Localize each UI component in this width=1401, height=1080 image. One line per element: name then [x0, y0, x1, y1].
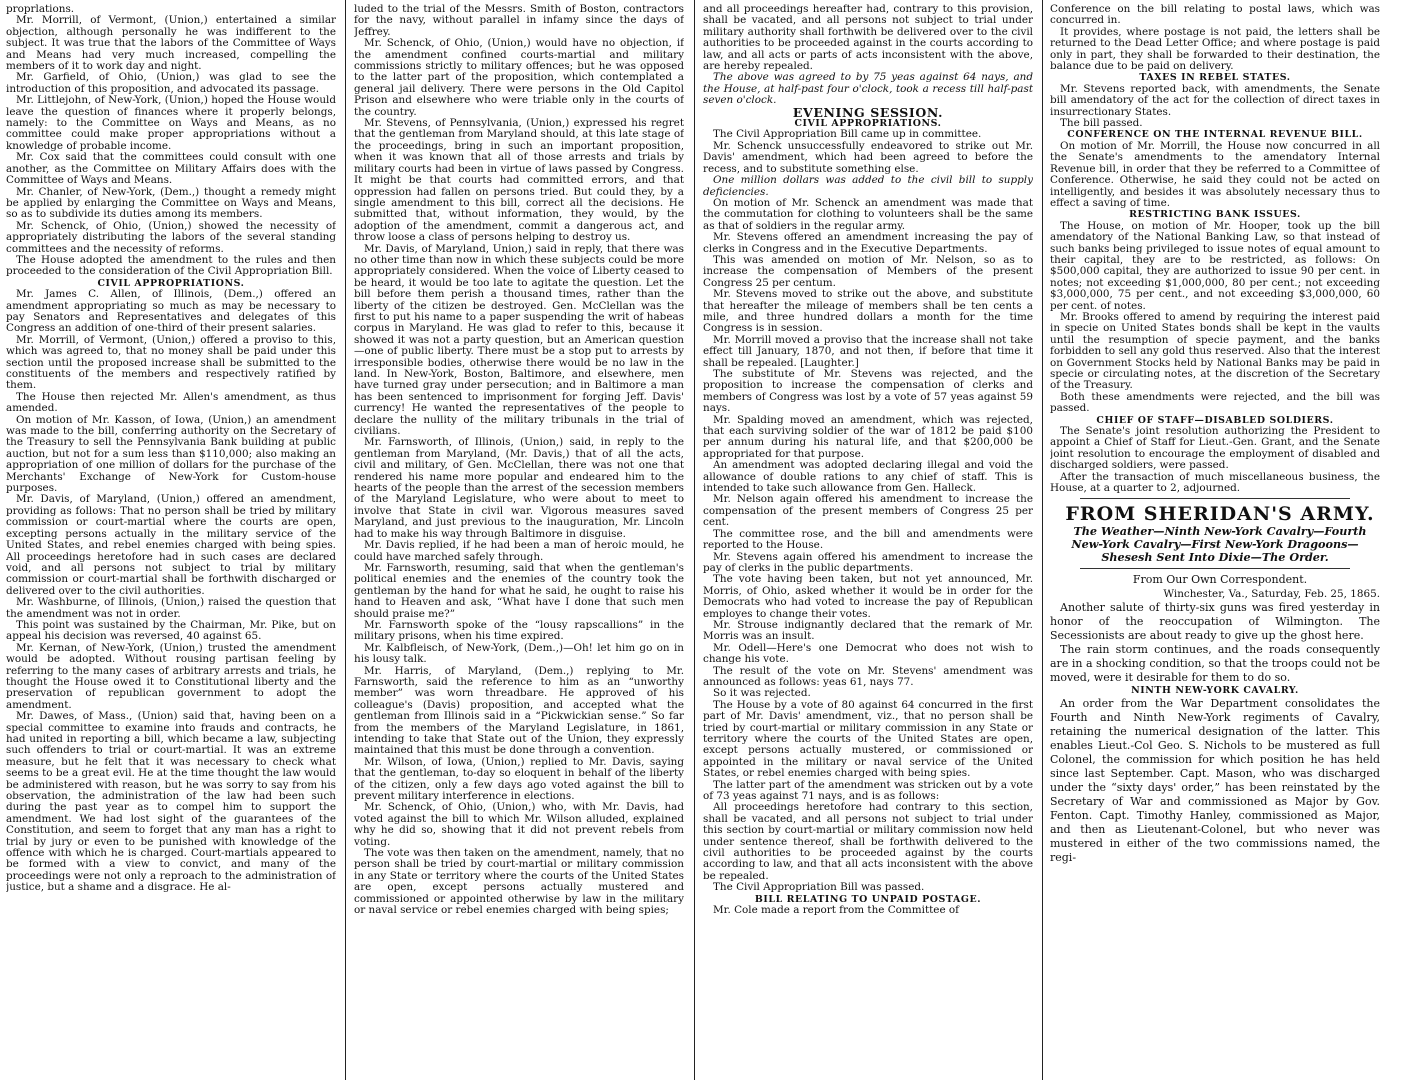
- paragraph: All proceedings heretofore had contrary to this section, shall be vacated, and all persons not subject to trial under this section by court-martial or military commission now held under sentence thereof, shall be forthwith delivered to the civil authorities to be proceeded against by the courts according to law, and that all acts inconsistent with the above be repealed.: [703, 801, 1033, 882]
- paragraph: Mr. Farnsworth, resuming, said that when the gentleman's political enemies and the enemies of the country took the gentleman by the hand for what he said, he ought to raise his hand to Heaven and ask, “What have I done that such men should praise me?”: [354, 561, 684, 620]
- paragraph: Mr. Farnsworth, of Illinois, (Union,) said, in reply to the gentleman from Maryland, (Mr. Davis,) that of all the acts, civil and military, of Gen. McClellan, there was not one that rendered his name more popular and endeared him to the hearts of the people than the arrest of the secession members of the Maryland Legislature, who were about to meet to involve that State in civil war. Vigorous measures saved Maryland, and just previous to the inauguration, Mr. Lincoln had to make his way through Baltimore in disguise.: [354, 436, 684, 540]
- paragraph: Mr. Schenck, of Ohio, (Union,) would have no objection, if the amendment confined courts-martial and military commissions strictly to military offences; but he was opposed to the latter part of the proposition, which contemplated a general jail delivery. There were persons in the Old Capitol Prison and elsewhere who were triable only in the courts of the country.: [354, 37, 684, 118]
- paragraph: The vote having been taken, but not yet announced, Mr. Morris, of Ohio, asked whether it would be in order for the Democrats who had voted to increase the pay of Republican employes to change their votes.: [703, 573, 1033, 620]
- paragraph: The rain storm continues, and the roads consequently are in a shocking condition, so that the troops could not be moved, were it desirable for them to do so.: [1050, 643, 1380, 685]
- paragraph: proprlations.: [6, 4, 75, 15]
- paragraph: Conference on the bill relating to postal laws, which was concurred in.: [1050, 4, 1380, 27]
- paragraph: Mr. Kalbfleisch, of New-York, (Dem.,)—Oh! let him go on in his lousy talk.: [354, 641, 684, 666]
- paragraph: One million dollars was added to the civil bill to supply deficiencies.: [703, 174, 1033, 198]
- paragraph: The Civil Appropriation Bill came up in committee.: [713, 128, 982, 141]
- paragraph: Mr. Schenck unsuccessfully endeavored to strike out Mr. Davis' amendment, which had been agreed to before the recess, and to substitute something else.: [703, 139, 1033, 175]
- paragraph: The result of the vote on Mr. Stevens' amendment was announced as follows: yeas 61, nays 77.: [703, 664, 1033, 688]
- paragraph: Mr. Davis replied, if he had been a man of heroic mould, he could have marched safely through.: [354, 539, 684, 563]
- paragraph: Mr. Garfield, of Ohio, (Union,) was glad to see the introduction of this proposition, and advocated its passage.: [6, 71, 336, 95]
- paragraph: Mr. Strouse indignantly declared that the remark of Mr. Morris was an insult.: [703, 618, 1033, 643]
- section-heading: EVENING SESSION.: [792, 104, 944, 120]
- paragraph: So it was rejected.: [713, 687, 811, 700]
- paragraph: Mr. Cox said that the committees could consult with one another, as the Committee on Military Affairs does with the Committee of Ways and Means.: [6, 151, 336, 187]
- paragraph: The Civil Appropriation Bill was passed.: [713, 881, 925, 894]
- paragraph: Mr. Schenck, of Ohio, (Union,) who, with Mr. Davis, had voted against the bill to which Mr. Wilson alluded, explained why he did so, showing that it did not prevent rebels from voting.: [354, 801, 684, 848]
- paragraph: The committee rose, and the bill and amendments were reported to the House.: [703, 527, 1033, 552]
- paragraph: Mr. Davis, of Maryland, Union,) said in reply, that there was no other time than now in which these subjects could be more appropriately considered. When the voice of Liberty ceased to be heard, it would be too late to agitate the question. Let the bill before them perish a thousand times, rather than the liberty of the citizen be destroyed. Gen. McClellan was the first to put his name to a paper suspending the writ of habeas corpus in Maryland. He was glad to refer to this, because it showed it was not a party question, but an American question—one of public liberty. There must be a stop put to arrests by irresponsible bodies, otherwise there would be no law in the land. In New-York, Boston, Baltimore, and elsewhere, men have turned gray under persecution; and in Baltimore a man has been sentenced to imprisonment for forging Jeff. Davis' currency! He wanted the representatives of the people to declare the nullity of the military tribunals in the trial of civilians.: [354, 242, 684, 438]
- paragraph: Mr. Kernan, of New-York, (Union,) trusted the amendment would be adopted. Without rousing partisan feeling by referring to the many cases of arbitrary arrests and trials, he thought the House owed it to Constitutional liberty and the preservation of republican government to adopt the amendment.: [6, 641, 336, 711]
- paragraph: Mr. Stevens offered an amendment increasing the pay of clerks in Congress and in the Executive Departments.: [703, 231, 1033, 255]
- paragraph: Mr. Nelson again offered his amendment to increase the compensation of the present members of Congress 25 per cent.: [703, 493, 1033, 529]
- paragraph: Mr. Littlejohn, of New-York, (Union,) hoped the House would leave the question of finances where it properly belongs, namely: to the Committee on Ways and Means, as no committee could make proper appropriations without a knowledge of probable income.: [6, 94, 336, 152]
- paragraph: Mr. Schenck, of Ohio, (Union,) showed the necessity of appropriately distributing the labors of the several standing committees and the necessity of reforms.: [6, 219, 336, 255]
- section-heading: NINTH NEW-YORK CAVALRY.: [1131, 685, 1299, 697]
- paragraph: This point was sustained by the Chairman, Mr. Pike, but on appeal his decision was reversed, 40 against 65.: [6, 618, 336, 643]
- paragraph: Both these amendments were rejected, and the bill was passed.: [1050, 390, 1380, 415]
- divider: [1080, 568, 1350, 569]
- paragraph: Mr. Odell—Here's one Democrat who does not wish to change his vote.: [703, 641, 1033, 666]
- section-heading: RESTRICTING BANK ISSUES.: [1129, 209, 1301, 221]
- paragraph: An order from the War Department consolidates the Fourth and Ninth New-York regiments of Cavalry, retaining the numerical designation of the latter. This enables Lieut.-Col Geo. S. Nichols to be mustered as full Colonel, the commission for which position he has held since last September. Capt. Mason, who was discharged under the “sixty days' order,” has been reinstated by the Secretary of War and commissioned as Major by Gov. Fenton. Capt. Timothy Hanley, commissioned as Major, and then as Lieutenant-Colonel, but who never was mustered in either of the two commissions named, the regi-: [1050, 696, 1380, 864]
- paragraph: Mr. Brooks offered to amend by requiring the interest paid in specie on United States bonds shall be kept in the vaults until the resumption of specie payment, and the banks forbidden to sell any gold thus reserved. Also that the interest on Government Stocks held by National Banks may be paid in specie or circulating notes, at the discretion of the Secretary of the Treasury.: [1050, 310, 1380, 392]
- paragraph: This was amended on motion of Mr. Nelson, so as to increase the compensation of Members of the present Congress 25 per centum.: [703, 253, 1033, 289]
- paragraph: The above was agreed to by 75 yeas against 64 nays, and the House, at half-past four o'clock, took a recess till half-past seven o'clock.: [703, 71, 1033, 107]
- column-3: [703, 4, 1033, 1076]
- paragraph: The House then rejected Mr. Allen's amendment, as thus amended.: [6, 390, 336, 415]
- section-subheading: CIVIL APPROPRIATIONS.: [794, 118, 942, 130]
- paragraph: The bill passed.: [1060, 117, 1143, 130]
- column-rule: [694, 0, 695, 1080]
- paragraph: Mr. Morrill moved a proviso that the increase shall not take effect till January, 1870, and not then, if before that time it shall be repealed. [Laughter.]: [703, 333, 1033, 369]
- dateline: Winchester, Va., Saturday, Feb. 25, 1865.: [1163, 588, 1380, 601]
- paragraph: The substitute of Mr. Stevens was rejected, and the proposition to increase the compensation of clerks and members of Congress was lost by a vote of 57 yeas against 59 nays.: [703, 368, 1033, 415]
- paragraph: The House adopted the amendment to the rules and then proceeded to the consideration of the Civil Appropriation Bill.: [6, 253, 336, 278]
- paragraph: Mr. Stevens again offered his amendment to increase the pay of clerks in the public departments.: [703, 550, 1033, 574]
- column-rule: [1042, 0, 1043, 1080]
- paragraph: Mr. James C. Allen, of Illinois, (Dem.,) offered an amendment appropriating so much as may be necessary to pay Senators and Representatives and delegates of this Congress an addition of one-third of their present salaries.: [6, 288, 336, 335]
- paragraph: Mr. Stevens, of Pennsylvania, (Union,) expressed his regret that the gentleman from Maryland should, at this late stage of the proceedings, bring in such an important proposition, when it was known that all of those arrests and trials by military courts had been in virtue of laws passed by Congress. It might be that courts had committed errors, and that oppression had fallen on persons tried. But could they, by a single amendment to this bill, correct all the decisions. He submitted that, without information, they would, by the adoption of the amendment, commit a dangerous act, and throw loose a class of persons helping to destroy us.: [354, 117, 684, 244]
- section-heading: TAXES IN REBEL STATES.: [1139, 72, 1291, 84]
- paragraph: Mr. Stevens reported back, with amendments, the Senate bill amendatory of the act for the collection of direct taxes in insurrectionary States.: [1050, 82, 1380, 118]
- paragraph: Mr. Chanler, of New-York, (Dem.,) thought a remedy might be applied by enlarging the Committee on Ways and Means, so as to subdivide its duties among its members.: [6, 185, 336, 221]
- paragraph: An amendment was adopted declaring illegal and void the allowance of double rations to any chief of staff. This is intended to take such allowance from Gen. Halleck.: [703, 459, 1033, 495]
- section-heading: CIVIL APPROPRIATIONS.: [97, 277, 245, 289]
- paragraph: The vote was then taken on the amendment, namely, that no person shall be tried by court-martial or military commission in any State or territory where the courts of the United States are open, except persons actually mustered and commissioned or appointed otherwise by law in the military or naval service or rebel enemies charged with being spies;: [354, 847, 684, 917]
- section-heading: CONFERENCE ON THE INTERNAL REVENUE BILL.: [1067, 129, 1363, 141]
- paragraph: Mr. Spalding moved an amendment, which was rejected, that each surviving soldier of the war of 1812 be paid $100 per annum during his natural life, and that $200,000 be appropriated for that purpose.: [703, 413, 1033, 460]
- paragraph: Mr. Stevens moved to strike out the above, and substitute that hereafter the mileage of members shall be ten cents a mile, and three hundred dollars a month for the time Congress is in session.: [703, 288, 1033, 335]
- section-heading: BILL RELATING TO UNPAID POSTAGE.: [754, 893, 982, 905]
- paragraph: Mr. Davis, of Maryland, (Union,) offered an amendment, providing as follows: That no person shall be tried by military commission or court-martial where the courts are open, excepting persons actually in the military service of the United States, and rebel enemies charged with being spies. All proceedings heretofore had in such cases are declared void, and all persons not subject to trial by military commission or court-martial shall be forthwith discharged or delivered over to the civil authorities.: [6, 493, 336, 597]
- divider: [1080, 498, 1350, 499]
- column-2: [354, 4, 684, 1076]
- paragraph: Mr. Morrill, of Vermont, (Union,) offered a proviso to this, which was agreed to, that no money shall be paid under this section until the proposed increase shall be submitted to the constituents of the members and respectively ratified by them.: [6, 333, 336, 392]
- paragraph: Mr. Morrill, of Vermont, (Union,) entertained a similar objection, although personally he was indifferent to the subject. It was true that the labors of the Committee of Ways and Means had very much increased, compelling the members of it to work day and night.: [6, 14, 336, 73]
- section-heading: CHIEF OF STAFF—DISABLED SOLDIERS.: [1096, 414, 1334, 426]
- paragraph: It provides, where postage is not paid, the letters shall be returned to the Dead Letter Office; and where postage is paid only in part, they shall be forwarded to their destination, the balance due to be paid on delivery.: [1050, 25, 1380, 73]
- paragraph: Mr. Cole made a report from the Committee of: [713, 904, 960, 917]
- paragraph: The Senate's joint resolution authorizing the President to appoint a Chief of Staff for Lieut.-Gen. Grant, and the Senate joint resolution to encourage the employment of disabled and discharged soldiers, were passed.: [1050, 425, 1380, 472]
- paragraph: luded to the trial of the Messrs. Smith of Boston, contractors for the navy, without parallel in infamy since the days of Jeffrey.: [354, 4, 684, 38]
- paragraph: On motion of Mr. Kasson, of Iowa, (Union,) an amendment was made to the bill, conferring authority on the Secretary of the Treasury to sell the Pennsylvania Bank building at public auction, but not for a sum less than $110,000; also making an appropriation of one million of dollars for the purchase of the Merchants' Exchange of New-York for Custom-house purposes.: [6, 413, 336, 495]
- paragraph: On motion of Mr. Morrill, the House now concurred in all the Senate's amendments to the amendatory Internal Revenue bill, in order that they be referred to a Committee of Conference. Otherwise, he said they could not be acted on intelligently, and besides it was absolutely necessary thus to effect a saving of time.: [1050, 139, 1380, 209]
- paragraph: Mr. Harris, of Maryland, (Dem.,) replying to Mr. Farnsworth, said the reference to him as an “unworthy member” was worn threadbare. He approved of his colleague's (Davis) proposition, and accepted what the gentleman from Illinois said in a “Pickwickian sense.” So far from the members of the Maryland Legislature, in 1861, intending to take that State out of the Union, they expressly maintained that this must be done through a convention.: [354, 664, 684, 757]
- paragraph: Mr. Dawes, of Mass., (Union) said that, having been on a special committee to examine into frauds and contracts, he had united in reporting a bill, which became a law, subjecting such offenders to trial or court-martial. It was an extreme measure, but he felt that it was necessary to check what seems to be a great evil. He at the time thought the law would be administered with reason, but he was sorry to say from his observation, the administration of the law had been such during the past year as to compel him to support the amendment. We had lost sight of the guarantees of the Constitution, and seem to forget that any man has a right to trial by jury or even to be punished with knowledge of the offence with which he is charged. Court-martials appeared to be formed with a view to convict, and many of the proceedings were not only a reproach to the administration of justice, but a shame and a disgrace. He al-: [6, 710, 336, 894]
- paragraph: Mr. Washburne, of Illinois, (Union,) raised the question that the amendment was not in order.: [6, 596, 336, 620]
- paragraph: The House by a vote of 80 against 64 concurred in the first part of Mr. Davis' amendment, viz., that no person shall be tried by court-martial or military commission in any State or territory where the courts of the United States are open, except persons actually mustered, or commissioned or appointed in the military or naval service of the United States, or rebel enemies charged with being spies.: [703, 698, 1033, 780]
- paragraph: Mr. Wilson, of Iowa, (Union,) replied to Mr. Davis, saying that the gentleman, to-day so eloquent in behalf of the liberty of the citizen, only a few days ago voted against the bill to prevent military interference in elections.: [354, 755, 684, 803]
- paragraph: Another salute of thirty-six guns was fired yesterday in honor of the reoccupation of Wilmington. The Secessionists are about ready to give up the ghost here.: [1050, 601, 1380, 643]
- paragraph: The House, on motion of Mr. Hooper, took up the bill amendatory of the National Banking Law, so that instead of such banks being privileged to issue notes of equal amount to their capital, they are to be restricted, as follows: On $500,000 capital, they are authorized to issue 90 per cent. in notes; not exceeding $1,000,000, 80 per cent.; not exceeding $3,000,000, 75 per cent., and not exceeding $3,000,000, 60 per cent. of notes.: [1050, 219, 1380, 312]
- paragraph: and all proceedings hereafter had, contrary to this provision, shall be vacated, and all persons not subject to trial under military authority shall forthwith be delivered over to the civil authorities to be proceeded against in the courts according to law, and all acts or parts of acts inconsistent with the above, are hereby repealed.: [703, 4, 1033, 73]
- paragraph: After the transaction of much miscellaneous business, the House, at a quarter to 2, adjourned.: [1050, 470, 1380, 495]
- article-title: FROM SHERIDAN'S ARMY.: [1065, 503, 1375, 526]
- column-4: [1050, 4, 1380, 1076]
- paragraph: Mr. Farnsworth spoke of the “lousy rapscallions” in the military prisons, when his time expired.: [354, 618, 684, 643]
- byline: From Our Own Correspondent.: [1132, 573, 1308, 587]
- article-deck: The Weather—Ninth New-York Cavalry—Fourth New-York Cavalry—First New-York Dragoons—Shesesh Sent Into Dixie—The Order.: [1071, 524, 1367, 565]
- column-1: [6, 4, 336, 1076]
- column-rule: [345, 0, 346, 1080]
- paragraph: The latter part of the amendment was stricken out by a vote of 73 yeas against 71 nays, and is as follows:: [703, 778, 1033, 803]
- paragraph: On motion of Mr. Schenck an amendment was made that the commutation for clothing to volunteers shall be the same as that of soldiers in the regular army.: [703, 196, 1033, 232]
